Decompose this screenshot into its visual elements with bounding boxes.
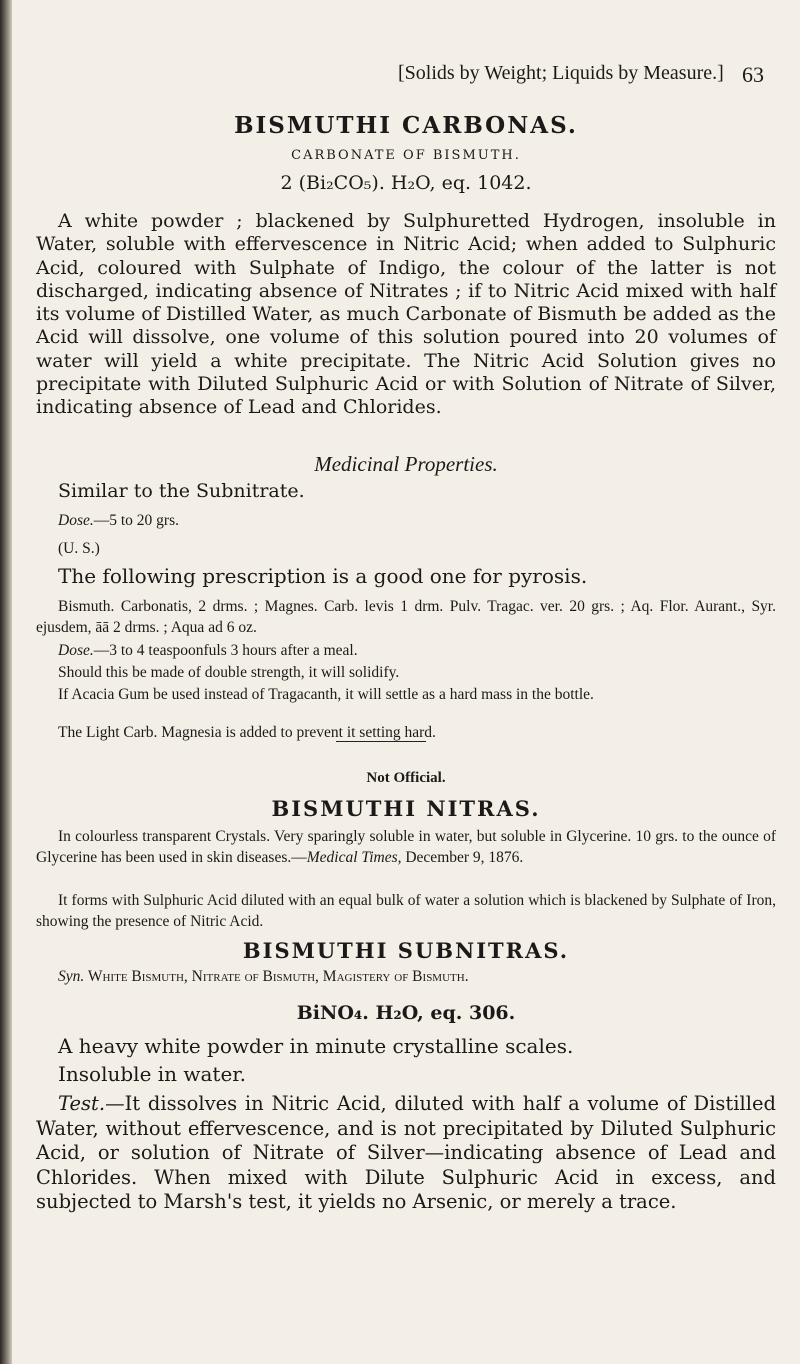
medicinal-properties-text: Similar to the Subnitrate.	[58, 480, 305, 502]
section-title-subnitras: BISMUTHI SUBNITRAS.	[242, 938, 570, 963]
dose-label: Dose.	[58, 512, 94, 529]
syn-text: White Bismuth, Nitrate of Bismuth, Magistery of Bismuth.	[84, 968, 469, 985]
dose2-label: Dose.	[58, 642, 94, 659]
prescription-text	[36, 596, 776, 638]
synonyms-line	[58, 968, 776, 986]
section-subtitle-carbonas: CARBONATE OF BISMUTH.	[291, 148, 521, 163]
page-header	[398, 62, 776, 96]
test-label: Test.	[58, 1092, 106, 1115]
description-carbonas	[36, 210, 776, 420]
note-acacia-paragraph: If Acacia Gum be used instead of Tragacanth, it will settle as a hard mass in the bottle.	[58, 686, 594, 703]
formula-subnitras: BiNO₄. H₂O, eq. 306.	[296, 1002, 516, 1024]
note-double-strength: Should this be made of double strength, it will solidify.	[58, 664, 400, 681]
nitras-paragraph-2-text: It forms with Sulphuric Acid diluted with an equal bulk of water a solution which is blackened by Sulphate of Iron, showing the presence of Nitric Acid.	[36, 892, 776, 930]
nitras-paragraph-1	[36, 826, 776, 868]
medicinal-properties-heading: Medicinal Properties.	[314, 452, 498, 476]
note-acacia	[36, 684, 776, 705]
section-divider	[336, 741, 426, 742]
dose2-value: —3 to 4 teaspoonfuls 3 hours after a meal.	[93, 642, 358, 659]
description-paragraph: A white powder ; blackened by Sulphuretted Hydrogen, insoluble in Water, soluble with effervescence in Nitric Acid; when added to Sulphuric Acid, coloured with Sulphate of Indigo, the colour of the latter is not discharged, indicating absence of Nitrates ; if to Nitric Acid mixed with half its volume of Distilled Water, as much Carbonate of Bismuth be added as the Acid will dissolve, one volume of this solution poured into 20 volumes of water will yield a white precipitate. The Nitric Acid Solution gives no precipitate with Diluted Sulphuric Acid or with Solution of Nitrate of Silver, indicating absence of Lead and Chlorides.	[36, 210, 776, 419]
subnitras-desc-2: Insoluble in water.	[58, 1062, 247, 1086]
running-head: [Solids by Weight; Liquids by Measure.]	[398, 62, 724, 84]
nitras-date: December 9, 1876.	[401, 849, 524, 866]
syn-label: Syn.	[58, 968, 85, 985]
book-binding-shadow	[0, 0, 12, 1364]
test-text: —It dissolves in Nitric Acid, diluted with half a volume of Distilled Water, without effervescence, and is not precipitated by Diluted Sulphuric Acid, or solution of Nitrate of Silver—indicating absence of Lead and Chlorides. When mixed with Dilute Sulphuric Acid in excess, and subjected to Marsh's test, it yields no Arsenic, or merely a trace.	[36, 1092, 776, 1214]
subnitras-test	[36, 1092, 776, 1215]
section-title-nitras: BISMUTHI NITRAS.	[271, 796, 541, 821]
nitras-source: Medical Times,	[306, 849, 402, 866]
nitras-paragraph-2	[36, 890, 776, 932]
nitras-text: In colourless transparent Crystals. Very sparingly soluble in water, but soluble in Glycerine. 10 grs. to the ounce of Glycerine has been used in skin diseases.—	[36, 828, 776, 866]
formula-carbonas: 2 (Bi₂CO₅). H₂O, eq. 1042.	[280, 172, 532, 194]
prescription-intro: The following prescription is a good one for pyrosis.	[58, 564, 588, 588]
dose2-line	[58, 640, 358, 661]
dose-line	[58, 510, 179, 531]
subnitras-desc-1: A heavy white powder in minute crystalline scales.	[58, 1034, 574, 1058]
us-note: (U. S.)	[58, 540, 100, 557]
not-official-label: Not Official.	[366, 770, 446, 786]
prescription-paragraph: Bismuth. Carbonatis, 2 drms. ; Magnes. Carb. levis 1 drm. Pulv. Tragac. ver. 20 grs. ; Aq. Flor. Aurant., Syr. ejusdem, āā 2 drms. ; Aqua ad 6 oz.	[36, 598, 776, 636]
note-light-magnesia: The Light Carb. Magnesia is added to prevent it setting hard.	[58, 724, 436, 741]
page-number: 63	[742, 62, 764, 87]
dose-value: —5 to 20 grs.	[93, 512, 179, 529]
section-title-carbonas: BISMUTHI CARBONAS.	[234, 112, 578, 139]
